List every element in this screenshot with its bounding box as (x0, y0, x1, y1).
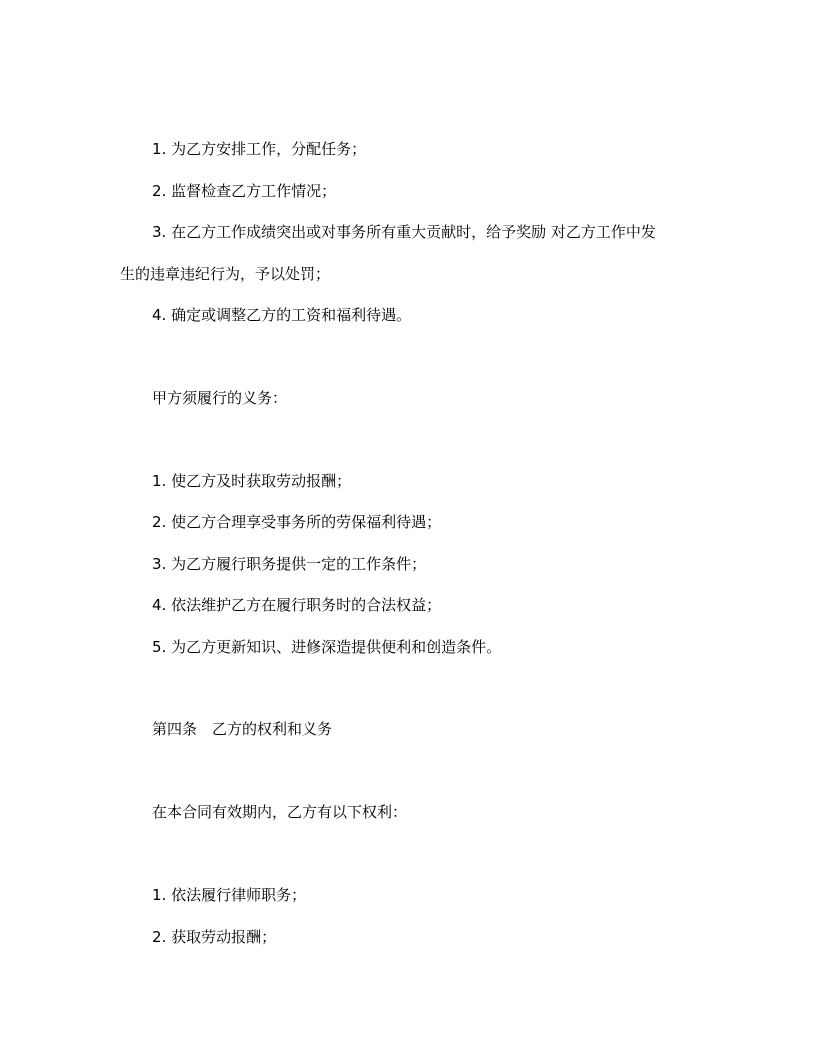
list-item: 2. 使乙方合理享受事务所的劳保福利待遇； (152, 513, 442, 531)
obligations-heading: 甲方须履行的义务： (152, 389, 288, 407)
list-item: 4. 确定或调整乙方的工资和福利待遇。 (152, 306, 412, 324)
list-item: 3. 在乙方工作成绩突出或对事务所有重大贡献时，给予奖励 对乙方工作中发 (152, 223, 656, 241)
list-item-continuation: 生的违章违纪行为，予以处罚； (120, 265, 331, 283)
list-item: 2. 监督检查乙方工作情况； (152, 182, 337, 200)
list-item: 1. 依法履行律师职务； (152, 886, 307, 904)
rights-heading: 在本合同有效期内，乙方有以下权利： (152, 803, 408, 821)
list-item: 3. 为乙方履行职务提供一定的工作条件； (152, 555, 427, 573)
article-title: 第四条 乙方的权利和义务 (152, 720, 333, 738)
list-item: 1. 为乙方安排工作，分配任务； (152, 140, 367, 158)
list-item: 4. 依法维护乙方在履行职务时的合法权益； (152, 596, 442, 614)
list-item: 2. 获取劳动报酬； (152, 928, 277, 946)
list-item: 1. 使乙方及时获取劳动报酬； (152, 472, 352, 490)
list-item: 5. 为乙方更新知识、进修深造提供便利和创造条件。 (152, 638, 502, 656)
